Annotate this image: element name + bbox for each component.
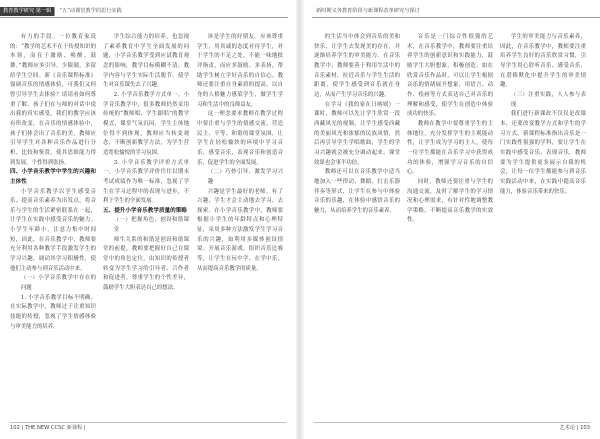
book-gutter: [296, 0, 304, 439]
paragraph: 在学习《我的家在日喀则》一课时，教师可以先让学生欣赏一段西藏风光的视频，让学生感受西藏的美丽风光和浓郁的民族风情，然后再引导学生学唱歌曲，学生的学习兴趣就会被充分调动起来，课堂效果也会事半功倍。: [314, 101, 400, 166]
paragraph: 有力的手段。一位教育家说的：“教学的艺术不在于传授知识的本领，而在于激励、唤醒、鼓舞。”教师应多引导，少限制，多留给学生空间。新《音乐课程标准》强调音乐的情感体验，可我们又何曾引导学生去体验？请请看如何尊重了解，孩子们在与师的对话中说出我的真实感受，我们的教学应该有所改变，在音乐的情感体验中，孩子们体会出了音乐的美，教师应引导学生对各种音乐作品进行分析、比较和鉴赏，使其思维能力得到发展，个性得到张扬。: [10, 34, 96, 166]
text-column-4: [314, 33, 400, 418]
section-heading: 四、小学音乐教学中学生的兴趣和主体性: [10, 169, 96, 185]
section-tag: 教育教学研究 第一辑: [0, 7, 55, 16]
running-header-right: [312, 7, 600, 16]
paragraph: 师生关系的和谐是创设和谐课堂的前提，教师要把握好自己在课堂中的角色定位，由知识的传授者转变为学生学习的引导者、合作者和促进者，尊重学生的个性差异，鼓励学生大胆表达自己的想法。: [103, 236, 189, 292]
header-divider: [312, 17, 600, 18]
text-column-6: [500, 33, 586, 418]
footer-divider: [10, 422, 286, 423]
paragraph: 1. 小学音乐教学目标不明确。在实际教学中，教师过于注重知识技能的传授，忽视了学生情感体验与审美能力的培养。: [10, 294, 96, 330]
paragraph: 小学音乐教学以学生感受音乐、提高音乐素养为出发点，将音乐与学生的生活紧密联系在一起，让学生在实践中感受音乐的魅力。小学生年龄小、注意力集中时间短，因此，在音乐教学中，教师要充分利用各种教学手段激发学生的学习兴趣，调动其学习积极性，使他们主动参与到音乐活动中来。: [10, 188, 96, 272]
paragraph: 该是学生的好朋友。应该尊重学生，用真诚的态度对待学生，对于学生的不足之处，不能一味地批评指责，而应多鼓励、多表扬，帮助学生树立学好音乐的自信心。教师还要注重自身素质的提高，以自身的人格魅力感染学生，做学生学习和生活中的良师益友。: [197, 34, 283, 108]
paragraph: 我们进行新课改不仅仅是改课本，还要改变教学方式和学生的学习方式，新课程标准指出音乐是一门实践性很强的学科，要让学生在实践中感受音乐、表现音乐。教师要为学生提供更多展示自我的机会，让每一位学生都能参与到音乐实践活动中来，在实践中提高音乐能力，体验音乐带来的快乐。: [500, 111, 586, 195]
paragraph: 的生活当中体会到音乐的美和快乐，让学生去发现美的存在，并逐渐培养学生的审美能力。在音乐教学中，教师要善于利用生活中的音乐素材，拉近音乐与学生生活的距离，使学生感受到音乐就在身边，从而产生学习音乐的兴趣。: [314, 34, 400, 98]
subsection-heading: （三）注重实践，人人参与表现: [510, 91, 586, 108]
paragraph: 教师还可以在音乐教学中适当地加入一些律动、舞蹈、打击乐器伴奏等形式，让学生在参与中体验音乐的乐趣，在体验中感悟音乐的魅力，从而培养学生的音乐素养。: [314, 169, 400, 214]
paragraph: 教师在教学中要尊重学生的主体地位，充分发挥学生的主观能动性，让学生成为学习的主人，使每一位学生都能在音乐学习中获得成功的体验，增强学习音乐的自信心。: [407, 120, 493, 176]
running-title: 新时期义务教育阶段与新课程改革研究与探讨: [316, 8, 420, 14]
section-heading: 五、提升小学音乐教学质量的策略: [103, 207, 187, 214]
text-column-1: [10, 33, 96, 418]
subsection-heading: （一）把握角色，创设和谐课堂: [113, 217, 189, 234]
page-footer-right: 艺术论 | 103: [559, 425, 590, 431]
running-header-left: [0, 7, 288, 16]
running-title: “五”动课堂教学的思行实践: [59, 8, 122, 14]
header-divider: [0, 17, 288, 18]
subsection-heading: （一）小学音乐教学中存在的问题: [20, 275, 96, 292]
paragraph: 学生的审美能力与音乐素养，因此，在音乐教学中，教师要注重培养学生良好的音乐欣赏习惯，引导学生用心聆听音乐、感受音乐，在潜移默化中提升学生的审美情趣。: [500, 34, 586, 89]
paragraph: 学生综合能力的培养，也忽视了素养教育中学生全面发展的问题，小学音乐教学受到应试教育观念的影响，教学目标模糊不清，教学内容与学生实际生活脱节，使学生对音乐课失去了兴趣。: [103, 34, 189, 89]
paragraph: 兴趣是学生最好的老师。有了兴趣，学生才会主动地去学习、去探索。在小学音乐教学中，教师要根据小学生的年龄特点和心理特征，采用多种方法激发学生学习音乐的兴趣，如利用多媒体创设情境、开展音乐游戏、组织音乐比赛等，让学生在玩中学、在学中乐，从而提高音乐教学的质量。: [197, 188, 283, 272]
paragraph: 3. 小学音乐教学评价方式单一。小学音乐教学评价往往以期末考试成绩作为唯一标准，忽视了学生在学习过程中的表现与进步，不利于学生的全面发展。: [103, 159, 189, 205]
footer-divider: [314, 422, 590, 423]
page-footer-left: 102 | THE NEW CCSC 新课程 |: [10, 425, 86, 431]
subsection-heading: （二）巧妙引导，激发学习兴趣: [207, 169, 283, 185]
paragraph: 同时，教师还要注重与学生的沟通交流，及时了解学生的学习情况和心理需求，有针对性地调整教学策略，不断提高音乐教学的实效性。: [407, 178, 493, 224]
text-column-5: [407, 33, 493, 418]
paragraph: 这一理念要求教师在教学过程中要注重与学生的情感交流，营造民主、平等、和谐的课堂氛围，让学生在轻松愉快的环境中学习音乐、感受音乐、表现音乐和创造音乐，促进学生的全面发展。: [197, 111, 283, 166]
paragraph: 音乐是一门综合性很强的艺术，在音乐教学中，教师要注重培养学生的创新意识和实践能力，鼓励学生大胆想象、积极创造。如在欣赏音乐作品时，可以让学生根据音乐的情绪展开想象，用语言、动作、绘画等方式表达自己对音乐的理解和感受，使学生在创造中体验成功的快乐。: [407, 34, 493, 118]
paragraph: 2. 小学音乐教学方式单一。小学音乐教学中，很多教师仍然采用传统的“教师唱、学生跟唱”的教学模式，课堂气氛沉闷，学生主体地位得不到体现，教师应当转变观念，不断创新教学方法，为学生营造宽松愉悦的学习氛围。: [103, 91, 189, 156]
text-column-3: [197, 33, 283, 418]
text-column-2: [103, 33, 189, 418]
